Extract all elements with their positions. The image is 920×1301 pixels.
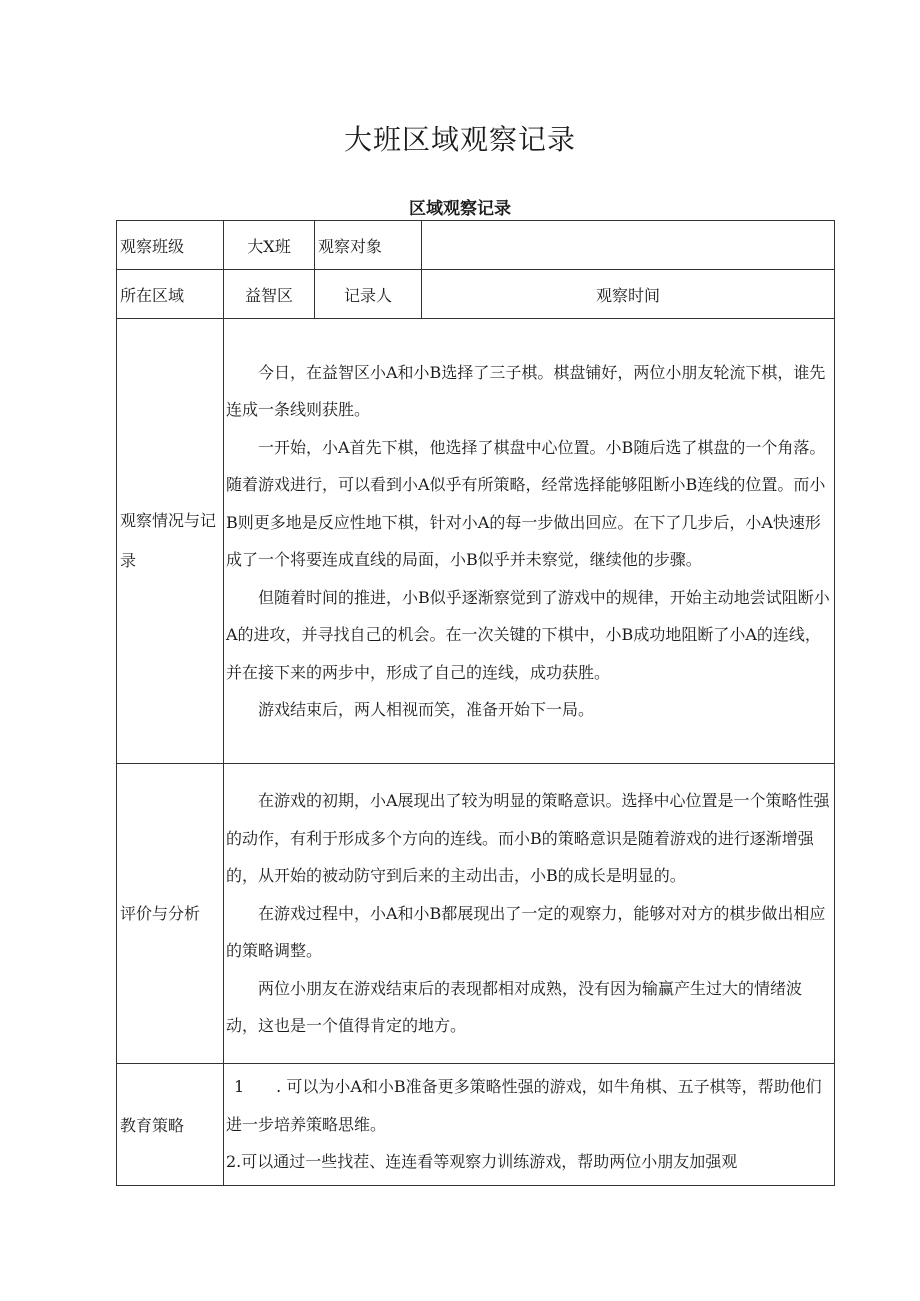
observation-content [224, 319, 835, 764]
evaluation-paragraph: 两位小朋友在游戏结束后的表现都相对成熟，没有因为输赢产生过大的情绪波动，这也是一个值得肯定的地方。 [226, 978, 803, 1036]
class-label: 观察班级 [117, 221, 224, 270]
education-item: 1 . 可以为小A和小B准备更多策略性强的游戏，如牛角棋、五子棋等，帮助他们进一步培养策略思维。 [226, 1077, 822, 1134]
document-title: 大班区域观察记录 [343, 123, 576, 156]
table-row [117, 1064, 835, 1186]
time-label: 观察时间 [422, 270, 835, 319]
target-label: 观察对象 [315, 221, 422, 270]
class-value: 大X班 [224, 221, 315, 270]
table-title: 区域观察记录 [409, 199, 511, 219]
observation-label: 观察情况与记录 [117, 319, 224, 764]
target-value [422, 221, 835, 270]
evaluation-paragraph: 在游戏的初期，小A展现出了较为明显的策略意识。选择中心位置是一个策略性强的动作，有利于形成多个方向的连线。而小B的策略意识是随着游戏的进行逐渐增强的，从开始的被动防守到后来的主动出击，小B的成长是明显的。 [226, 791, 830, 886]
observation-paragraph: 游戏结束后，两人相视而笑，准备开始下一局。 [258, 700, 595, 719]
evaluation-content [224, 764, 835, 1064]
table-row [117, 319, 835, 764]
observation-paragraph: 一开始，小A首先下棋，他选择了棋盘中心位置。小B随后选了棋盘的一个角落。随着游戏进行，可以看到小A似乎有所策略，经常选择能够阻断小B连线的位置。而小B则更多地是反应性地下棋，针对小A的每一步做出回应。在下了几步后，小A快速形成了一个将要连成直线的局面，小B似乎并未察觉，继续他的步骤。 [226, 437, 826, 569]
recorder-label: 记录人 [315, 270, 422, 319]
evaluation-paragraph: 在游戏过程中，小A和小B都展现出了一定的观察力，能够对对方的棋步做出相应的策略调整。 [226, 903, 826, 961]
table-row [117, 764, 835, 1064]
education-item: 2.可以通过一些找茬、连连看等观察力训练游戏，帮助两位小朋友加强观 [226, 1152, 738, 1172]
area-label: 所在区域 [117, 270, 224, 319]
observation-record-table [116, 220, 835, 1186]
evaluation-label: 评价与分析 [117, 764, 224, 1064]
table-row [117, 221, 835, 270]
education-content [224, 1064, 835, 1186]
table-row [117, 270, 835, 319]
observation-paragraph: 但随着时间的推进，小B似乎逐渐察觉到了游戏中的规律，开始主动地尝试阻断小A的进攻，并寻找自己的机会。在一次关键的下棋中，小B成功地阻断了小A的连线，并在接下来的两步中，形成了自己的连线，成功获胜。 [226, 587, 830, 682]
observation-paragraph: 今日，在益智区小A和小B选择了三子棋。棋盘铺好，两位小朋友轮流下棋，谁先连成一条线则获胜。 [226, 362, 826, 419]
education-label: 教育策略 [117, 1064, 224, 1186]
area-value: 益智区 [224, 270, 315, 319]
